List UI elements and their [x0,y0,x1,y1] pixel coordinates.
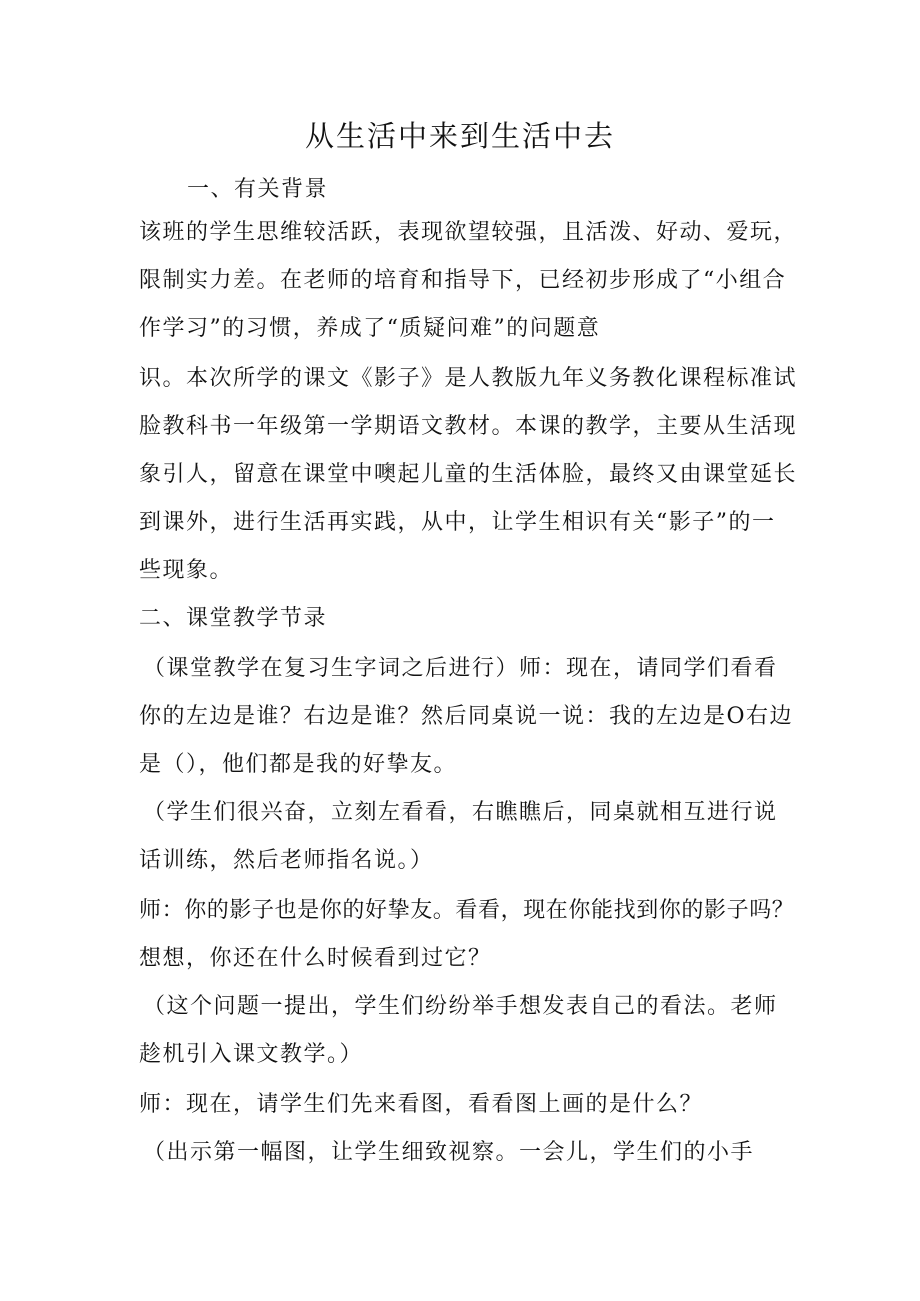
paragraph-line: （课堂教学在复习生字词之后进行）师：现在，请同学们看看 [143,656,778,681]
paragraph-line: （这个问题一提出，学生们纷纷举手想发表自己的看法。老师 [143,994,778,1019]
paragraph-line: 些现象。 [139,558,234,583]
paragraph-line: 到课外，进行生活再实践，从中，让学生相识有关“影子”的一 [139,510,776,535]
paragraph-line: （学生们很兴奋，立刻左看看，右瞧瞧后，同桌就相互进行说 [143,800,778,825]
paragraph-line: 脸教科书一年级第一学期语文教材。本课的教学，主要从生活现 [139,414,798,439]
paragraph-line: 你的左边是谁？右边是谁？然后同桌说一说：我的左边是O右边 [139,704,794,729]
paragraph-line: 该班的学生思维较活跃，表现欲望较强，且活泼、好动、爱玩， [139,220,798,245]
paragraph-line: 是（），他们都是我的好挚友。 [139,752,458,777]
document-title: 从生活中来到生活中去 [304,119,615,153]
section-heading-background: 一、有关背景 [187,177,329,202]
paragraph-line: （出示第一幅图，让学生细致视察。一会儿，学生们的小手 [143,1140,755,1165]
paragraph-line: 识。本次所学的课文《影子》是人教版九年义务教化课程标准试 [139,366,798,391]
paragraph-line: 师：现在，请学生们先来看图，看看图上画的是什么？ [139,1092,704,1117]
paragraph-line: 作学习”的习惯，养成了“质疑问难”的问题意 [139,316,601,341]
paragraph-line: 师：你的影子也是你的好挚友。看看，现在你能找到你的影子吗？ [139,898,795,923]
paragraph-line: 想想，你还在什么时候看到过它？ [139,946,492,971]
section-heading-excerpt: 二、课堂教学节录 [139,606,328,631]
paragraph-line: 趁机引入课文教学。） [139,1042,364,1067]
paragraph-line: 限制实力差。在老师的培育和指导下，已经初步形成了“小组合 [139,268,787,293]
paragraph-line: 象引人，留意在课堂中噢起儿童的生活体脸，最终又由课堂延长 [139,462,798,487]
paragraph-line: 话训练，然后老师指名说。） [139,848,434,873]
